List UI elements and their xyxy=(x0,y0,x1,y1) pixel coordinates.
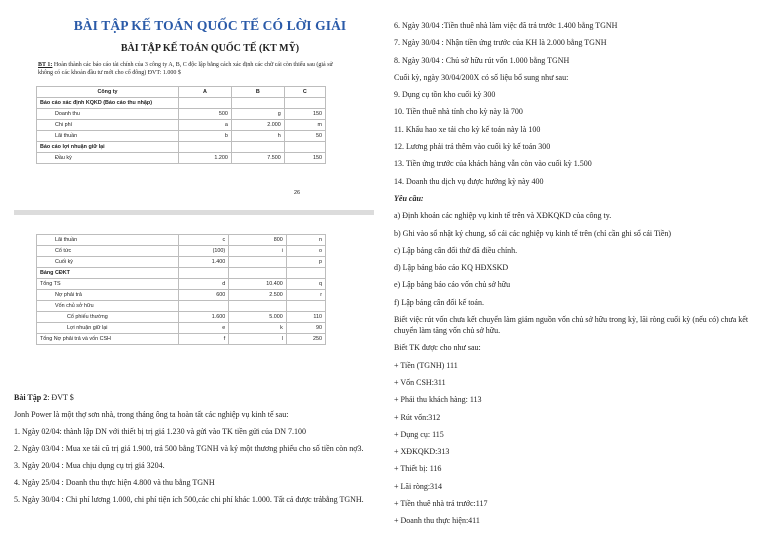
row-label: Bảng CĐKT xyxy=(37,268,179,279)
transaction-item: 7. Ngày 30/04 : Nhận tiền ứng trước của KH là 2.000 bằng TGNH xyxy=(394,38,607,48)
transaction-item: 1. Ngày 02/04: thành lập DN với thiết bị trị giá 1.230 và gửi vào TK tiền gửi của DN 7.100 xyxy=(14,427,307,436)
cell-a: 1.600 xyxy=(179,312,229,323)
cell-b: k xyxy=(229,323,287,334)
col-header-company: Công ty xyxy=(37,87,179,98)
col-header-b: B xyxy=(231,87,284,98)
transaction-item: 11. Khấu hao xe tải cho kỳ kế toán này là 100 xyxy=(394,124,541,134)
table-row xyxy=(37,109,326,120)
exercise1-text: Hoàn thành các báo cáo tài chính của 3 công ty A, B, C độc lập bằng cách xác định các chữ cái còn thiếu sau (giả sử không có các khoản đầu tư mới cho cổ đông) ĐVT: 1.000 $ xyxy=(38,62,333,76)
table-row xyxy=(37,301,326,312)
transaction-item: Cuối kỳ, ngày 30/04/200X có số liệu bổ sung như sau: xyxy=(394,72,569,82)
table-row xyxy=(37,257,326,268)
table-row xyxy=(37,323,326,334)
transaction-item: 3. Ngày 20/04 : Mua chịu dụng cụ trị giá 3204. xyxy=(14,461,165,470)
cell-c xyxy=(284,98,325,109)
cell-b: 7.500 xyxy=(231,153,284,164)
table-row xyxy=(37,312,326,323)
transaction-item: 6. Ngày 30/04 :Tiền thuê nhà làm việc đã trả trước 1.400 bằng TGNH xyxy=(394,21,618,30)
cell-b xyxy=(229,257,287,268)
account-item: + Tiền thuê nhà trả trước:117 xyxy=(394,499,488,509)
row-label: Vốn chủ sở hữu xyxy=(37,301,179,312)
requirement-item: f) Lập bảng cân đối kế toán. xyxy=(394,297,484,307)
cell-c xyxy=(286,301,325,312)
table-row xyxy=(37,290,326,301)
right-column xyxy=(394,20,756,533)
transaction-item: 2. Ngày 03/04 : Mua xe tải cũ trị giá 1.900, trả 500 bằng TGNH và ký một thương phiếu cho số tiền còn nợ3. xyxy=(14,444,364,453)
cell-a xyxy=(179,142,232,153)
page-number: 26 xyxy=(294,190,301,196)
cell-a: 500 xyxy=(179,109,232,120)
cell-a: 600 xyxy=(179,290,229,301)
account-item: + Rút vốn:312 xyxy=(394,412,441,422)
cell-a: e xyxy=(179,323,229,334)
page-title: BÀI TẬP KẾ TOÁN QUỐC TẾ CÓ LỜI GIẢI xyxy=(73,18,347,33)
transaction-item: 9. Dụng cụ tồn kho cuối kỳ 300 xyxy=(394,90,496,100)
exercise2-intro: Jonh Power là một thợ sơn nhà, trong tháng ông ta hoàn tất các nghiệp vụ kinh tế sau: xyxy=(14,410,289,419)
table-row xyxy=(37,334,326,345)
transaction-item: 14. Doanh thu dịch vụ được hưởng kỳ này 400 xyxy=(394,176,544,186)
table-row xyxy=(37,98,326,109)
cell-a xyxy=(179,301,229,312)
table-header-row xyxy=(37,87,326,98)
cell-b xyxy=(231,142,284,153)
transaction-item: 4. Ngày 25/04 : Doanh thu thực hiện 4.800 và thu bằng TGNH xyxy=(14,478,215,487)
requirement-item: d) Lập bảng báo cáo KQ HĐXSKD xyxy=(394,263,509,273)
exercise2-unit: : ĐVT $ xyxy=(47,393,74,402)
row-label: Nợ phải trả xyxy=(37,290,179,301)
page-separator xyxy=(14,210,374,215)
table-row xyxy=(37,142,326,153)
cell-b: i xyxy=(229,246,287,257)
cell-a: (100) xyxy=(179,246,229,257)
cell-b: 2.000 xyxy=(231,120,284,131)
cell-c: 110 xyxy=(286,312,325,323)
financial-table-2 xyxy=(36,234,326,345)
table-row xyxy=(37,268,326,279)
cell-c: q xyxy=(286,279,325,290)
exercise2-heading xyxy=(14,392,376,403)
exercise1-intro xyxy=(38,61,338,77)
exercise2-section xyxy=(14,392,376,511)
cell-c: p xyxy=(286,257,325,268)
accounts-heading: Biết TK được cho như sau: xyxy=(394,343,481,353)
row-label: Đầu kỳ xyxy=(37,153,179,164)
cell-b: g xyxy=(231,109,284,120)
cell-c: 50 xyxy=(284,131,325,142)
table-row xyxy=(37,153,326,164)
account-item: + Lãi ròng:314 xyxy=(394,481,443,491)
cell-a xyxy=(179,98,232,109)
row-label: Tổng TS xyxy=(37,279,179,290)
table-row xyxy=(37,235,326,246)
row-label: Cuối kỳ xyxy=(37,257,179,268)
row-label: Lợi nhuận giữ lại xyxy=(37,323,179,334)
note-text: Biết việc rút vốn chưa kết chuyển làm giảm nguồn vốn chủ sở hữu trong kỳ, lãi ròng cuối kỳ (nếu có) chưa kết chuyển làm tăng vốn chủ sở hữu. xyxy=(394,315,749,336)
cell-a: 1.200 xyxy=(179,153,232,164)
row-label: Chi phí xyxy=(37,120,179,131)
cell-a: a xyxy=(179,120,232,131)
col-header-a: A xyxy=(179,87,232,98)
table-row xyxy=(37,120,326,131)
cell-a: d xyxy=(179,279,229,290)
account-item: + Doanh thu thực hiện:411 xyxy=(394,516,480,526)
requirement-item: c) Lập bảng cân đối thử đã điều chỉnh. xyxy=(394,245,518,255)
table-row xyxy=(37,131,326,142)
account-item: + Vốn CSH:311 xyxy=(394,377,446,387)
cell-c: 250 xyxy=(286,334,325,345)
account-item: + Tiền (TGNH) 111 xyxy=(394,360,458,370)
page-subtitle: BÀI TẬP KẾ TOÁN QUỐC TẾ (KT MỸ) xyxy=(120,43,300,54)
requirements-heading: Yêu cầu: xyxy=(394,193,424,203)
row-label: Báo cáo xác định KQKD (Báo cáo thu nhập) xyxy=(37,98,179,109)
exercise1-label: BT 1: xyxy=(38,62,53,68)
table-row xyxy=(37,279,326,290)
table-row xyxy=(37,246,326,257)
cell-a: b xyxy=(179,131,232,142)
row-label: Doanh thu xyxy=(37,109,179,120)
col-header-c: C xyxy=(284,87,325,98)
cell-c: n xyxy=(286,235,325,246)
cell-a: f xyxy=(179,334,229,345)
row-label: Cổ tức xyxy=(37,246,179,257)
cell-a: 1.400 xyxy=(179,257,229,268)
cell-c: 90 xyxy=(286,323,325,334)
row-label: Báo cáo lợi nhuận giữ lại xyxy=(37,142,179,153)
transaction-item: 12. Lương phải trả thêm vào cuối kỳ kế toán 300 xyxy=(394,142,551,152)
row-label: Lãi thuần xyxy=(37,131,179,142)
cell-c xyxy=(284,142,325,153)
cell-b xyxy=(229,301,287,312)
requirement-item: e) Lập bảng báo cáo vốn chủ sở hữu xyxy=(394,280,511,290)
requirement-item: b) Ghi vào sổ nhật ký chung, sổ cái các nghiệp vụ kinh tế trên (chỉ cần ghi sổ cái Tiền) xyxy=(394,228,672,238)
financial-table-1 xyxy=(36,86,326,164)
cell-c: m xyxy=(284,120,325,131)
account-item: + Dụng cụ: 115 xyxy=(394,429,444,439)
account-item: + Phải thu khách hàng: 113 xyxy=(394,395,482,405)
cell-c: o xyxy=(286,246,325,257)
cell-b: 5.000 xyxy=(229,312,287,323)
row-label: Cổ phiếu thường xyxy=(37,312,179,323)
cell-b: l xyxy=(229,334,287,345)
row-label: Lãi thuần xyxy=(37,235,179,246)
cell-c: r xyxy=(286,290,325,301)
exercise2-label: Bài Tập 2 xyxy=(14,393,48,402)
cell-c xyxy=(286,268,325,279)
cell-a: c xyxy=(179,235,229,246)
transaction-item: 8. Ngày 30/04 : Chủ sở hữu rút vốn 1.000 bằng TGNH xyxy=(394,55,570,65)
cell-c: 150 xyxy=(284,109,325,120)
cell-a xyxy=(179,268,229,279)
row-label: Tổng Nợ phải trả và vốn CSH xyxy=(37,334,179,345)
account-item: + Thiết bị: 116 xyxy=(394,464,442,474)
cell-c: 150 xyxy=(284,153,325,164)
cell-b xyxy=(229,268,287,279)
requirement-item: a) Định khoản các nghiệp vụ kinh tế trên và XĐKQKD của công ty. xyxy=(394,211,612,221)
account-item: + XĐKQKD:313 xyxy=(394,447,450,457)
cell-b: h xyxy=(231,131,284,142)
cell-b: 2.500 xyxy=(229,290,287,301)
cell-b xyxy=(231,98,284,109)
transaction-item: 5. Ngày 30/04 : Chi phí lương 1.000, chi phí tiện ích 500,các chi phí khác 1.000. Tất cả được trảbằng TGNH. xyxy=(14,495,364,504)
transaction-item: 10. Tiền thuê nhà tính cho kỳ này là 700 xyxy=(394,107,523,117)
cell-b: 800 xyxy=(229,235,287,246)
transaction-item: 13. Tiền ứng trước của khách hàng vẫn còn vào cuối kỳ 1.500 xyxy=(394,159,592,169)
cell-b: 10.400 xyxy=(229,279,287,290)
